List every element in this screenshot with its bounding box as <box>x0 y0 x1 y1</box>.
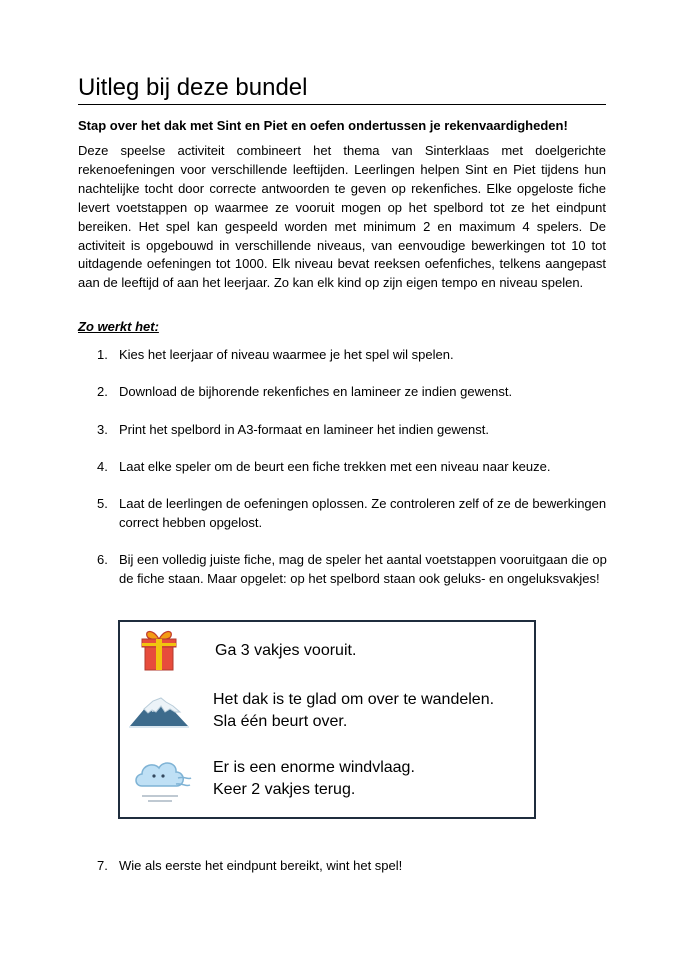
step-text: Bij een volledig juiste fiche, mag de speler het aantal voetstappen vooruitgaan die op de fiche staan. Maar opgelet: op het spelbord staan ook geluks- en ongeluksvakjes! <box>119 552 607 586</box>
title-divider <box>78 104 606 105</box>
gift-text: Ga 3 vakjes vooruit. <box>215 642 357 659</box>
step-text: Wie als eerste het eindpunt bereikt, wint het spel! <box>119 858 403 873</box>
step-number: 3. <box>97 422 108 437</box>
gift-icon <box>138 628 180 672</box>
step-text: Laat elke speler om de beurt een fiche trekken met een niveau naar keuze. <box>119 459 551 474</box>
roof-text-line-1: Het dak is te glad om over te wandelen. <box>213 691 495 708</box>
subtitle: Stap over het dak met Sint en Piet en oefen ondertussen je rekenvaardigheden! <box>78 118 568 133</box>
step-text: Download de bijhorende rekenfiches en lamineer ze indien gewenst. <box>119 384 513 399</box>
step-number: 5. <box>97 496 108 511</box>
step-text: Kies het leerjaar of niveau waarmee je het spel wil spelen. <box>119 347 454 362</box>
page-title: Uitleg bij deze bundel <box>78 74 308 101</box>
step-text: Laat de leerlingen de oefeningen oplossen. Ze controleren zelf of ze de bewerkingen correct hebben opgelost. <box>119 496 607 530</box>
snowy-roof-icon <box>128 693 190 729</box>
special-squares-box <box>118 620 536 819</box>
step-number: 1. <box>97 347 108 362</box>
wind-text-line-1: Er is een enorme windvlaag. <box>213 759 415 776</box>
step-number: 7. <box>97 858 108 873</box>
wind-text-line-2: Keer 2 vakjes terug. <box>213 781 356 798</box>
roof-text-line-2: Sla één beurt over. <box>213 713 348 730</box>
step-number: 2. <box>97 384 108 399</box>
wind-cloud-icon <box>130 756 192 806</box>
how-it-works-heading: Zo werkt het: <box>78 319 159 334</box>
step-text: Print het spelbord in A3-formaat en lamineer het indien gewenst. <box>119 422 489 437</box>
intro-paragraph: Deze speelse activiteit combineert het thema van Sinterklaas met doelgerichte rekenoefeningen voor verschillende leeftijden. Leerlingen helpen Sint en Piet tijdens hun nachtelijke tocht door correcte antwoorden te geven op rekenfiches. Elke opgeloste fiche levert voetstappen op waarmee ze vooruit mogen op het spelbord tot ze het eindpunt bereiken. Het spel kan gespeeld worden met minimum 2 en maximum 4 spelers. De activiteit is opgebouwd in verschillende niveaus, van eenvoudige bewerkingen tot 10 tot uitdagende oefeningen tot 1000. Elk niveau bevat reeksen oefenfiches, telkens aangepast aan de leeftijd of aan het leerjaar. Zo kan elk kind op zijn eigen tempo en niveau spelen. <box>78 143 606 291</box>
step-number: 4. <box>97 459 108 474</box>
step-number: 6. <box>97 552 108 567</box>
